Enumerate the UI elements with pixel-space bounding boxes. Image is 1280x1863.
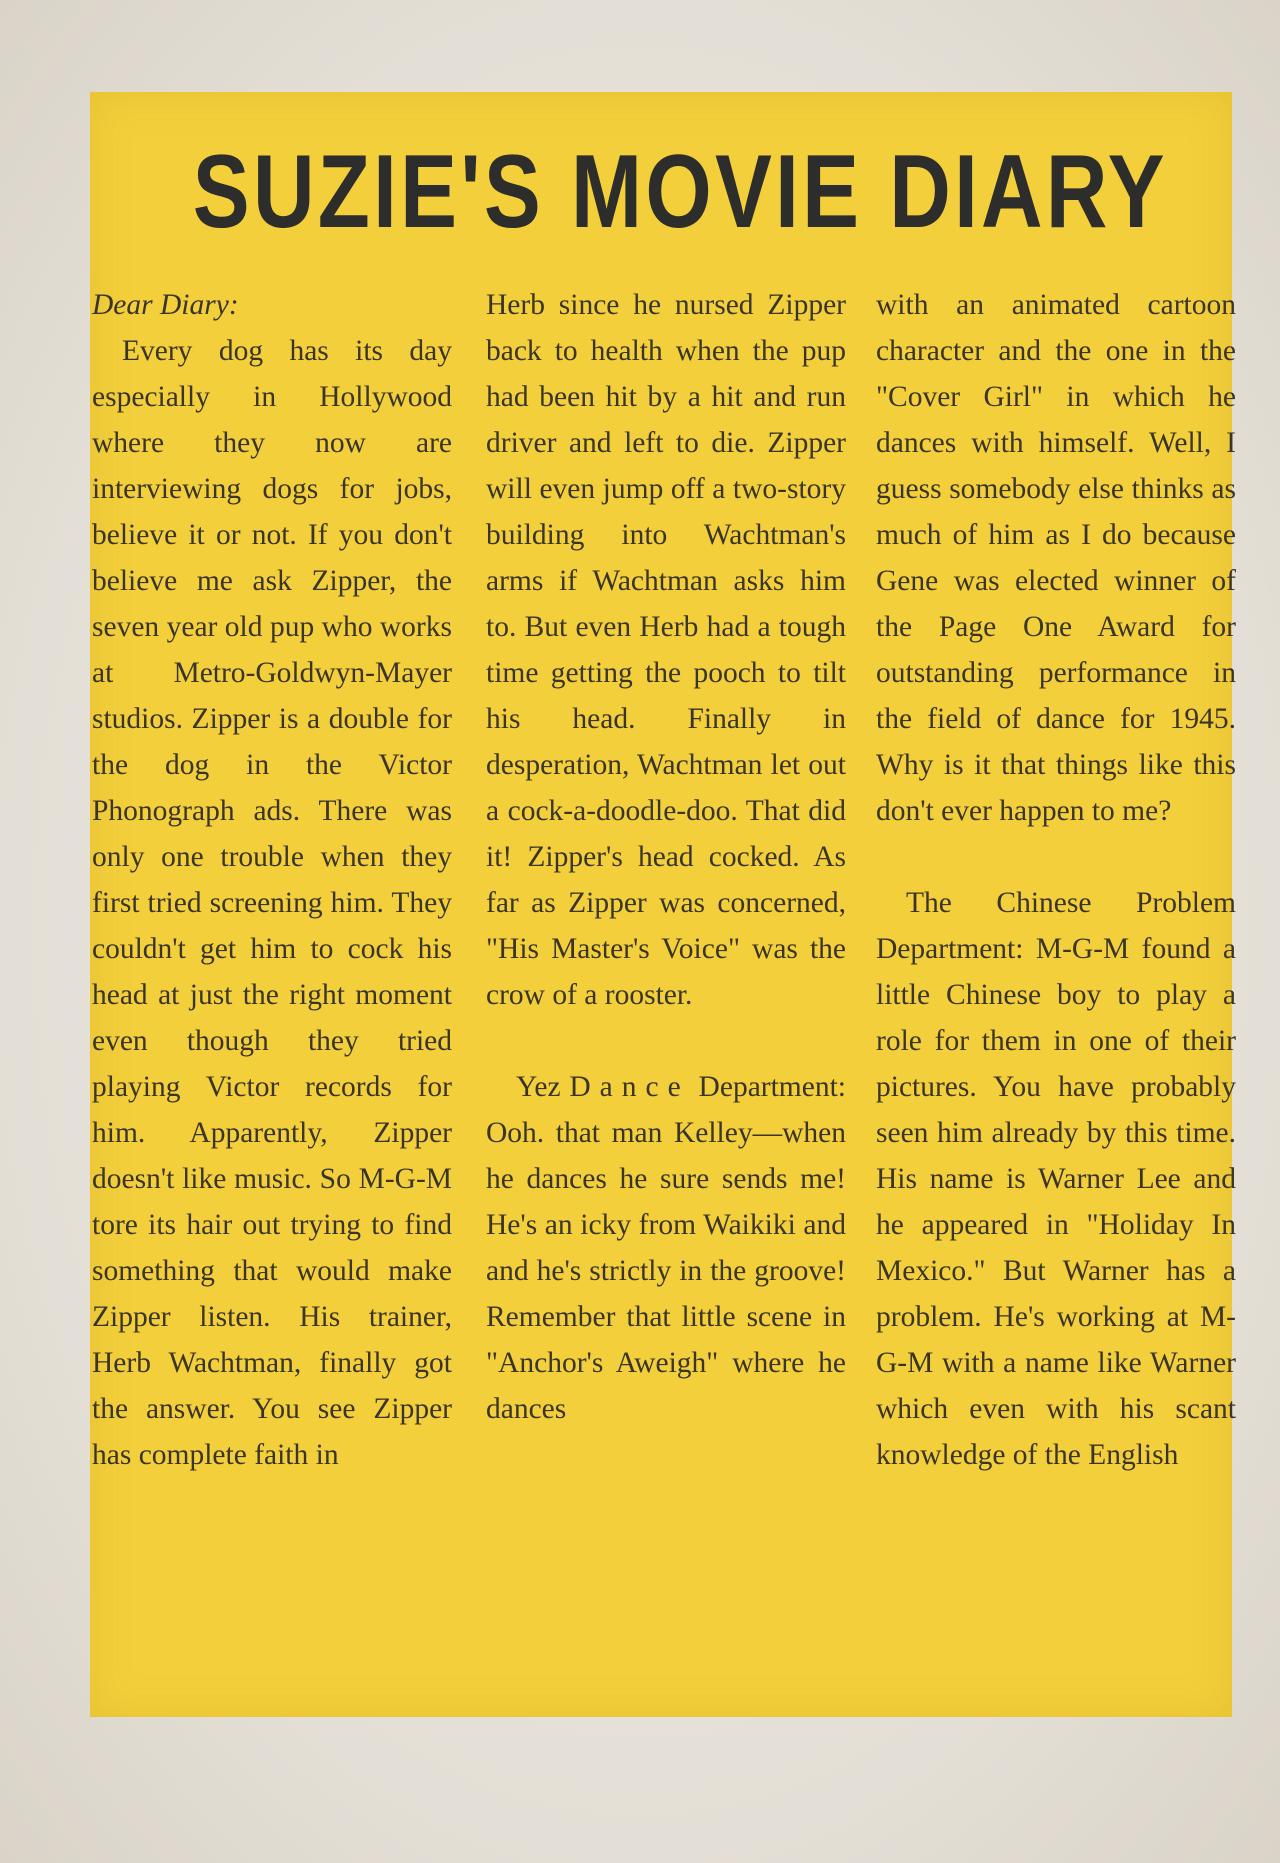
paragraph-2-lead: Yez xyxy=(516,1071,561,1103)
salutation: Dear Diary: xyxy=(92,289,239,321)
column-2-paragraph-1: Herb since he nursed Zipper back to health when the pup had been hit by a hit and run driver and left to die. Zipper will even jump off a two-story building into Wachtman's arms if Wachtman asks him to. But even Herb had a tough time getting the pooch to tilt his head. Finally in desperation, Wachtman let out a cock-a-doodle-doo. That did it! Zipper's head cocked. As far as Zipper was concerned, "His Master's Voice" was the crow of a rooster. xyxy=(486,289,846,1011)
column-2-paragraph-2 xyxy=(486,1064,846,1432)
column-3-paragraph-1: with an animated cartoon character and the one in the "Cover Girl" in which he dances with himself. Well, I guess somebody else thinks as much of him as I do because Gene was elected winner of the Page One Award for outstanding performance in the field of dance for 1945. Why is it that things like this don't ever happen to me? xyxy=(876,289,1236,827)
column-2 xyxy=(486,282,846,1432)
article-title: SUZIE'S MOVIE DIARY xyxy=(192,134,1168,250)
article-panel xyxy=(90,92,1236,1717)
column-1-paragraph: Every dog has its day especially in Hollywood where they now are interviewing dogs for jobs, believe it or not. If you don't believe me ask Zipper, the seven year old pup who works at Metro-Goldwyn-Mayer studios. Zipper is a double for the dog in the Victor Phonograph ads. There was only one trouble when they first tried screening him. They couldn't get him to cock his head at just the right moment even though they tried playing Victor records for him. Apparently, Zipper doesn't like music. So M-G-M tore its hair out trying to find something that would make Zipper listen. His trainer, Herb Wachtman, finally got the answer. You see Zipper has complete faith in xyxy=(92,335,452,1471)
column-1 xyxy=(92,282,452,1478)
paragraph-2-rest: Department: Ooh. that man Kelley—when he dances he sure sends me! He's an icky from Waikiki and and he's strictly in the groove! Remember that little scene in "Anchor's Aweigh" where he dances xyxy=(486,1071,846,1425)
column-3-paragraph-2: The Chinese Problem Department: M-G-M found a little Chinese boy to play a role for them in one of their pictures. You have probably seen him already by this time. His name is Warner Lee and he appeared in "Holiday In Mexico." But Warner has a problem. He's working at M-G-M with a name like Warner which even with his scant knowledge of the English xyxy=(876,887,1236,1471)
column-3 xyxy=(876,282,1236,1478)
dance-word: Dance xyxy=(569,1071,690,1103)
